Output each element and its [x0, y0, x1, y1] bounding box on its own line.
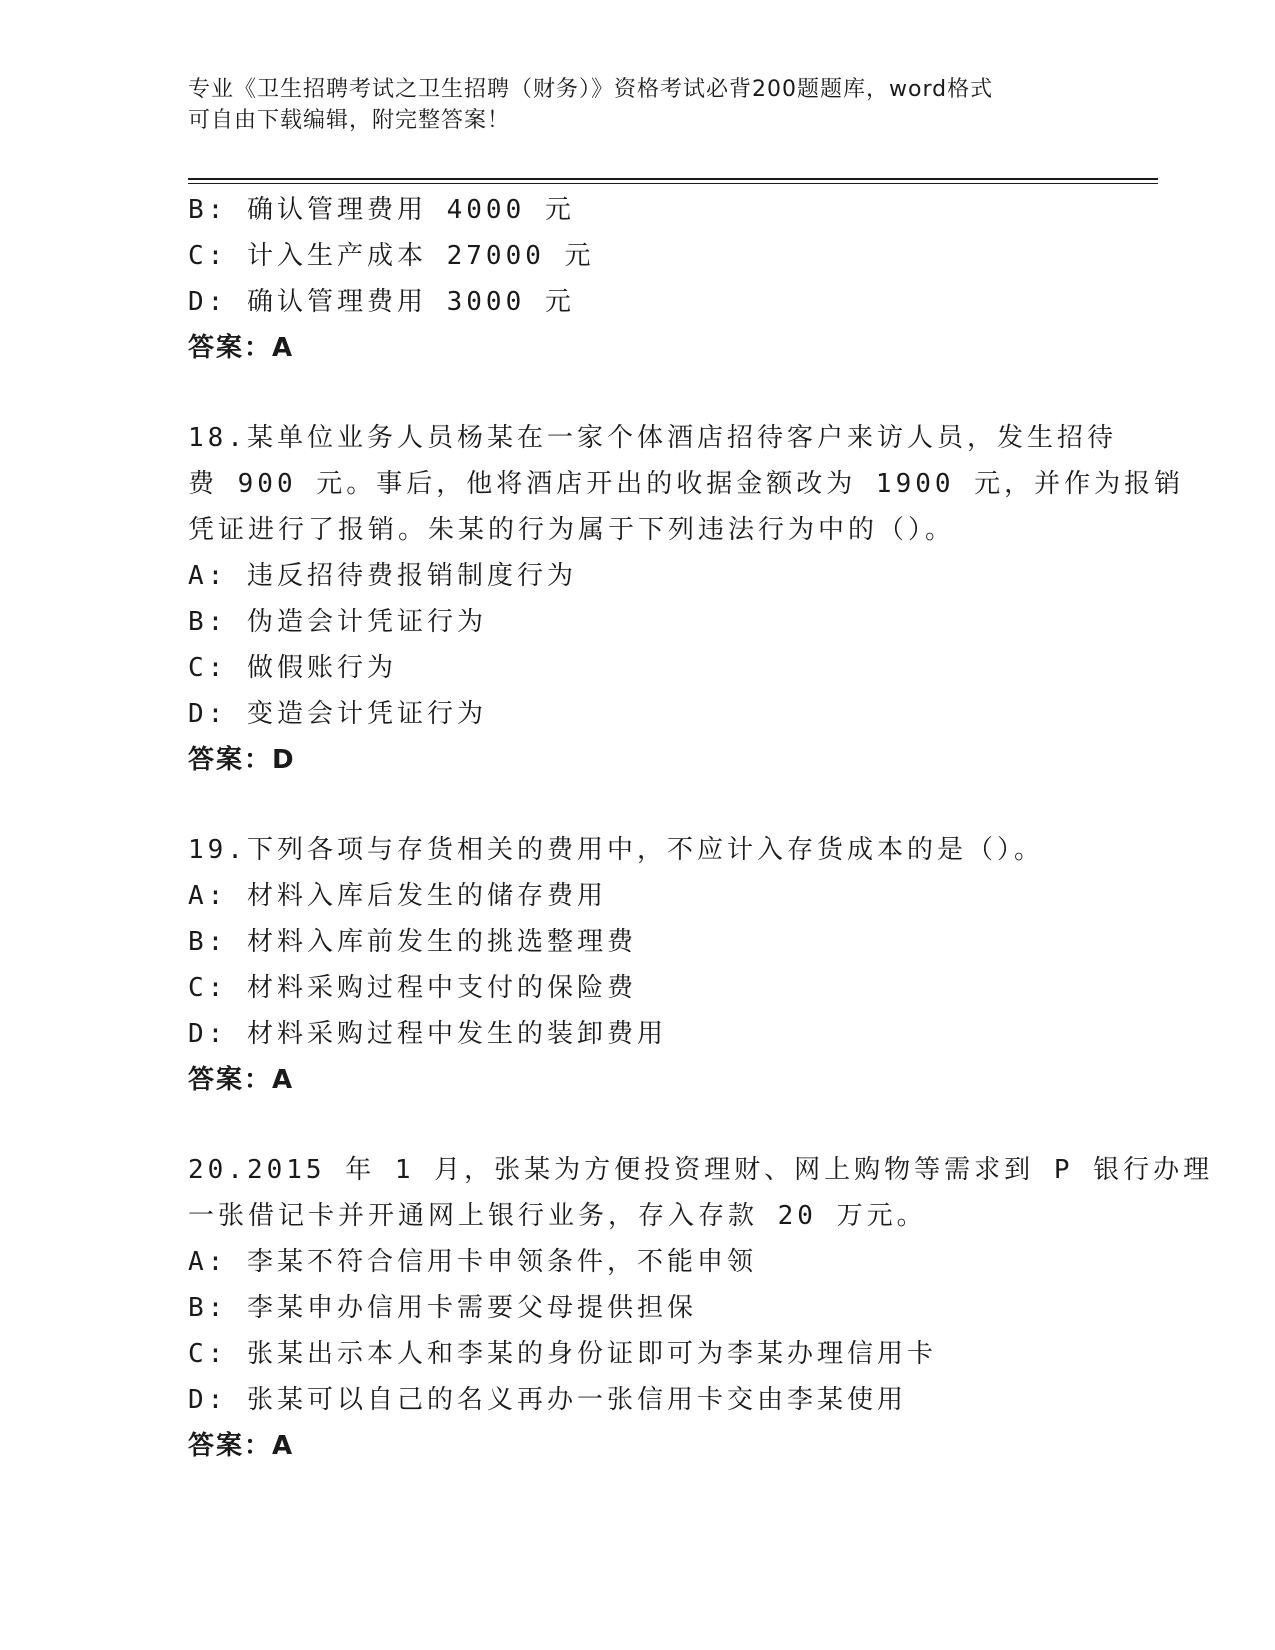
question-19: [188, 827, 1088, 1103]
option-d: D: 材料采购过程中发生的装卸费用: [188, 1019, 667, 1049]
option-b: B: 李某申办信用卡需要父母提供担保: [188, 1293, 697, 1323]
answer-text: 答案：D: [188, 745, 296, 775]
option-b: B: 材料入库前发生的挑选整理费: [188, 927, 637, 957]
answer-text: 答案：A: [188, 1431, 295, 1461]
page-header: [188, 74, 1088, 136]
answer-text: 答案：A: [188, 333, 295, 363]
option-d: D: 变造会计凭证行为: [188, 699, 487, 729]
option-b: B: 确认管理费用 4000 元: [188, 195, 575, 225]
answer-text: 答案：A: [188, 1065, 295, 1095]
option-a: A: 李某不符合信用卡申领条件，不能申领: [188, 1247, 757, 1277]
option-a: A: 材料入库后发生的储存费用: [188, 881, 607, 911]
question-stem-line: 一张借记卡并开通网上银行业务，存入存款 20 万元。: [188, 1201, 927, 1231]
question-stem-line: 凭证进行了报销。朱某的行为属于下列违法行为中的（）。: [188, 515, 956, 545]
option-c: C: 张某出示本人和李某的身份证即可为李某办理信用卡: [188, 1339, 937, 1369]
header-divider-thick: [188, 178, 1158, 180]
spacer: [188, 783, 1088, 827]
question-stem-line: 18.某单位业务人员杨某在一家个体酒店招待客户来访人员，发生招待: [188, 423, 1117, 453]
option-d: D: 张某可以自己的名义再办一张信用卡交由李某使用: [188, 1385, 907, 1415]
question-18: [188, 415, 1185, 783]
question-content: [188, 187, 1214, 1469]
question-stem-line: 费 900 元。事后，他将酒店开出的收据金额改为 1900 元，并作为报销: [188, 469, 1185, 499]
option-d: D: 确认管理费用 3000 元: [188, 287, 575, 317]
option-c: C: 计入生产成本 27000 元: [188, 241, 595, 271]
option-b: B: 伪造会计凭证行为: [188, 607, 487, 637]
question-17-tail: [188, 187, 1088, 371]
question-stem-line: 19.下列各项与存货相关的费用中，不应计入存货成本的是（）。: [188, 835, 1044, 865]
question-stem-line: 20.2015 年 1 月，张某为方便投资理财、网上购物等需求到 P 银行办理: [188, 1155, 1214, 1185]
header-line-2: 可自由下载编辑，附完整答案！: [188, 108, 511, 133]
header-divider-thin: [188, 183, 1158, 184]
question-20: [188, 1147, 1214, 1469]
spacer: [188, 371, 1088, 415]
header-line-1: 专业《卫生招聘考试之卫生招聘（财务）》资格考试必背200题题库，word格式: [188, 77, 994, 102]
option-c: C: 做假账行为: [188, 653, 397, 683]
spacer: [188, 1103, 1088, 1147]
option-c: C: 材料采购过程中支付的保险费: [188, 973, 637, 1003]
option-a: A: 违反招待费报销制度行为: [188, 561, 577, 591]
